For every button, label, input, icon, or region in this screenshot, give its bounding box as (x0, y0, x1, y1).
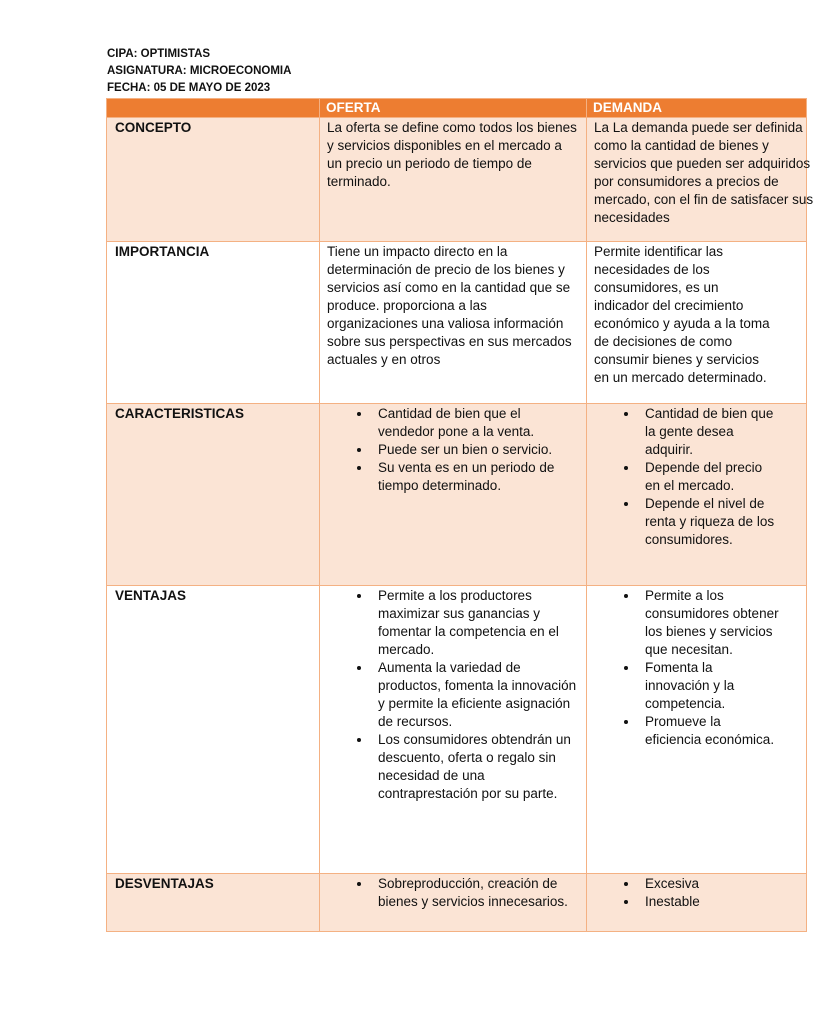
bullet-list (594, 875, 779, 911)
list-item: • Cantidad de bien que la gente desea adquirir. (639, 405, 779, 459)
fecha-line: FECHA: 05 DE MAYO DE 2023 (107, 82, 271, 94)
demanda-cell (587, 242, 807, 404)
row-label: CARACTERISTICAS (107, 404, 320, 586)
list-item: • Puede ser un bien o servicio. (372, 441, 580, 459)
demanda-cell (587, 874, 807, 932)
table-row-concepto (107, 118, 807, 242)
list-item: • Inestable (639, 893, 779, 911)
list-item: • Su venta es en un periodo de tiempo determinado. (372, 459, 580, 495)
table-header-row (107, 99, 807, 118)
header-cell-demanda: DEMANDA (587, 99, 807, 118)
demanda-cell (587, 118, 814, 242)
demanda-cell (587, 586, 807, 874)
header-cell-oferta: OFERTA (320, 99, 587, 118)
row-label: DESVENTAJAS (107, 874, 320, 932)
bullet-list (594, 587, 779, 749)
bullet-list (327, 405, 580, 495)
table-row-ventajas (107, 586, 807, 874)
list-item: • Permite a los productores maximizar sus ganancias y fomentar la competencia en el mercado. (372, 587, 580, 659)
row-label: CONCEPTO (107, 118, 320, 242)
demanda-cell (587, 404, 807, 586)
table-row-caracteristicas (107, 404, 807, 586)
demanda-text: La La demanda puede ser definida como la cantidad de bienes y servicios que pueden ser adquiridos por consumidores a precios de mercado, con el fin de satisfacer sus necesidades (594, 120, 814, 225)
header-cell-empty (107, 99, 320, 118)
row-label: IMPORTANCIA (107, 242, 320, 404)
list-item: • Aumenta la variedad de productos, fomenta la innovación y permite la eficiente asignación de recursos. (372, 659, 580, 731)
table-row-importancia (107, 242, 807, 404)
asignatura-line: ASIGNATURA: MICROECONOMIA (107, 65, 292, 77)
oferta-cell: La oferta se define como todos los bienes y servicios disponibles en el mercado a un precio un periodo de tiempo de terminado. (320, 118, 587, 242)
oferta-cell (320, 404, 587, 586)
oferta-cell: Tiene un impacto directo en la determinación de precio de los bienes y servicios así como en la cantidad que se produce. proporciona a las organizaciones una valiosa información sobre sus perspectivas en sus mercados actuales y en otros (320, 242, 587, 404)
list-item: • Los consumidores obtendrán un descuento, oferta o regalo sin necesidad de una contraprestación por su parte. (372, 731, 580, 803)
bullet-list (327, 587, 580, 803)
list-item: • Fomenta la innovación y la competencia. (639, 659, 779, 713)
demanda-text: Permite identificar las necesidades de los consumidores, es un indicador del crecimiento económico y ayuda a la toma de decisiones de como consumir bienes y servicios en un mercado determinado. (594, 244, 770, 385)
document-header (107, 46, 291, 97)
list-item: • Sobreproducción, creación de bienes y servicios innecesarios. (372, 875, 580, 911)
comparison-table-wrap (106, 98, 814, 932)
oferta-cell (320, 586, 587, 874)
list-item: • Excesiva (639, 875, 779, 893)
table-row-desventajas (107, 874, 807, 932)
oferta-cell (320, 874, 587, 932)
list-item: • Cantidad de bien que el vendedor pone a la venta. (372, 405, 580, 441)
list-item: • Depende el nivel de renta y riqueza de los consumidores. (639, 495, 779, 549)
list-item: • Promueve la eficiencia económica. (639, 713, 779, 749)
bullet-list (327, 875, 580, 911)
bullet-list (594, 405, 779, 549)
list-item: • Permite a los consumidores obtener los bienes y servicios que necesitan. (639, 587, 779, 659)
row-label: VENTAJAS (107, 586, 320, 874)
comparison-table (106, 98, 814, 932)
list-item: • Depende del precio en el mercado. (639, 459, 779, 495)
cipa-line: CIPA: OPTIMISTAS (107, 48, 211, 60)
